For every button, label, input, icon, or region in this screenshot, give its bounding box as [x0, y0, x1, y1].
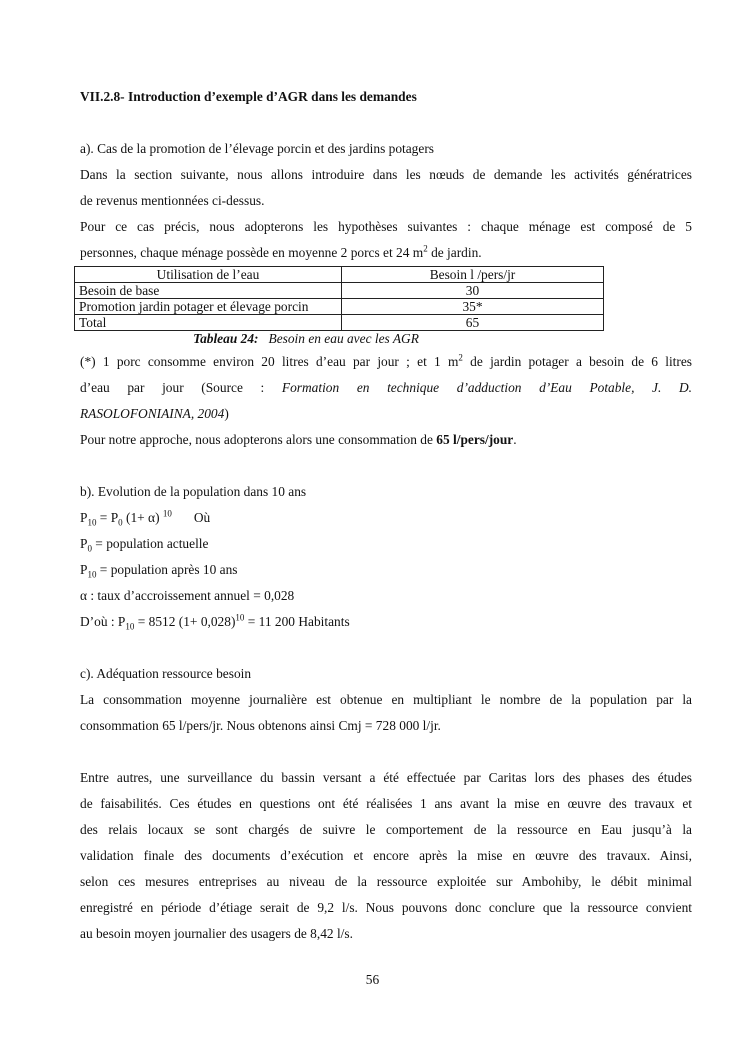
superscript: 2: [423, 243, 428, 254]
table-cell-value: 35*: [342, 299, 604, 315]
table-cell-value: 30: [342, 283, 604, 299]
paragraph-line: consommation 65 l/pers/jr. Nous obtenons ainsi Cmj = 728 000 l/jr.: [80, 718, 441, 733]
bold-text: 65 l/pers/jour: [436, 432, 514, 447]
paragraph-line: La consommation moyenne journalière est obtenue en multipliant le nombre de la population par la: [80, 692, 692, 707]
paragraph-line: au besoin moyen journalier des usagers de 8,42 l/s.: [80, 926, 353, 941]
caption-text: Besoin en eau avec les AGR: [268, 331, 419, 346]
table-row: [75, 315, 604, 331]
paragraph-line: des relais locaux se sont chargés de suivre le comportement de la ressource en Eau jusqu’à la: [80, 822, 692, 837]
italic-text: RASOLOFONIAINA, 2004: [80, 406, 225, 421]
part-b-title: b). Evolution de la population dans 10 ans: [80, 484, 307, 499]
paragraph-line: Dans la section suivante, nous allons introduire dans les nœuds de demande les activités génératrices: [80, 167, 692, 182]
text: .: [513, 432, 517, 447]
subscript: 0: [118, 517, 123, 528]
text: Pour notre approche, nous adopterons alors une consommation de: [80, 432, 437, 447]
superscript: 10: [162, 508, 172, 519]
text: D’où : P: [80, 614, 126, 629]
formula-line: [80, 505, 692, 531]
spacer: [80, 110, 692, 136]
text: (*) 1 porc consomme environ 20 litres d’eau par jour ; et 1 m: [80, 354, 459, 369]
note-line: [80, 349, 692, 375]
text: (1+ α): [122, 510, 163, 525]
text: Où: [193, 510, 211, 525]
paragraph-line: Pour ce cas précis, nous adopterons les hypothèses suivantes : chaque ménage est composé de 5: [80, 219, 692, 234]
table-header-usage: Utilisation de l’eau: [75, 267, 342, 283]
subscript: 10: [87, 569, 97, 580]
paragraph-line: Entre autres, une surveillance du bassin versant a été effectuée par Caritas lors des phases des études: [80, 770, 692, 785]
paragraph-line: de faisabilités. Ces études en questions ont été réalisées 1 ans avant la mise en œuvre des travaux et: [80, 796, 692, 811]
paragraph-line: de revenus mentionnées ci-dessus.: [80, 193, 265, 208]
table-header-row: [75, 267, 604, 283]
text: = 11 200 Habitants: [244, 614, 350, 629]
paragraph-line: enregistré en période d’étiage serait de 9,2 l/s. Nous pouvons donc conclure que la ressource convient: [80, 900, 692, 915]
text: de jardin.: [427, 245, 482, 260]
text: ): [224, 406, 229, 421]
paragraph-line: [80, 240, 692, 266]
text: = population après 10 ans: [96, 562, 238, 577]
text: de jardin potager a besoin de 6 litres: [462, 354, 693, 369]
table-cell-label: Promotion jardin potager et élevage porcin: [75, 299, 342, 315]
text: = population actuelle: [91, 536, 209, 551]
water-need-table: [74, 266, 604, 331]
table-cell-label: Total: [75, 315, 342, 331]
spacer: [80, 739, 692, 765]
text: = 8512 (1+ 0,028): [134, 614, 236, 629]
table-caption: [0, 331, 612, 349]
definition-line: α : taux d’accroissement annuel = 0,028: [80, 588, 295, 603]
result-line: [80, 609, 692, 635]
table-row: [75, 299, 604, 315]
subscript: 10: [87, 517, 97, 528]
table-cell-value: 65: [342, 315, 604, 331]
part-c-title: c). Adéquation ressource besoin: [80, 666, 252, 681]
text: personnes, chaque ménage possède en moyenne 2 porcs et 24 m: [80, 245, 424, 260]
approach-line: [80, 427, 692, 453]
text: d’eau par jour (Source :: [80, 380, 282, 395]
superscript: 10: [235, 612, 245, 623]
table-row: [75, 283, 604, 299]
note-line: [80, 375, 692, 401]
document-page: [80, 84, 692, 947]
text: P: [80, 510, 88, 525]
definition-line: $P_0$ = population actuelle: [80, 536, 209, 554]
paragraph-line: selon ces mesures entreprises au niveau de la ressource exploitée sur Ambohiby, le débit minimal: [80, 874, 692, 889]
subscript: 0: [87, 543, 92, 554]
part-a-title: a). Cas de la promotion de l’élevage porcin et des jardins potagers: [80, 141, 434, 156]
text: = P: [96, 510, 119, 525]
italic-text: Formation en technique d’adduction d’Eau Potable, J. D.: [281, 380, 692, 395]
table-cell-label: Besoin de base: [75, 283, 342, 299]
page-number: 56: [365, 972, 380, 987]
section-title: VII.2.8- Introduction d’exemple d’AGR dans les demandes: [80, 89, 417, 104]
definition-line: $P_{10}$ = population après 10 ans: [80, 562, 238, 580]
spacer: [80, 453, 692, 479]
subscript: 10: [125, 621, 135, 632]
table-header-need: Besoin l /pers/jr: [342, 267, 604, 283]
superscript: 2: [458, 352, 463, 363]
caption-label: Tableau 24:: [193, 331, 259, 346]
paragraph-line: validation finale des documents d’exécution et encore après la mise en œuvre des travaux. Ainsi,: [80, 848, 692, 863]
spacer: [80, 635, 692, 661]
note-line: [80, 401, 692, 427]
